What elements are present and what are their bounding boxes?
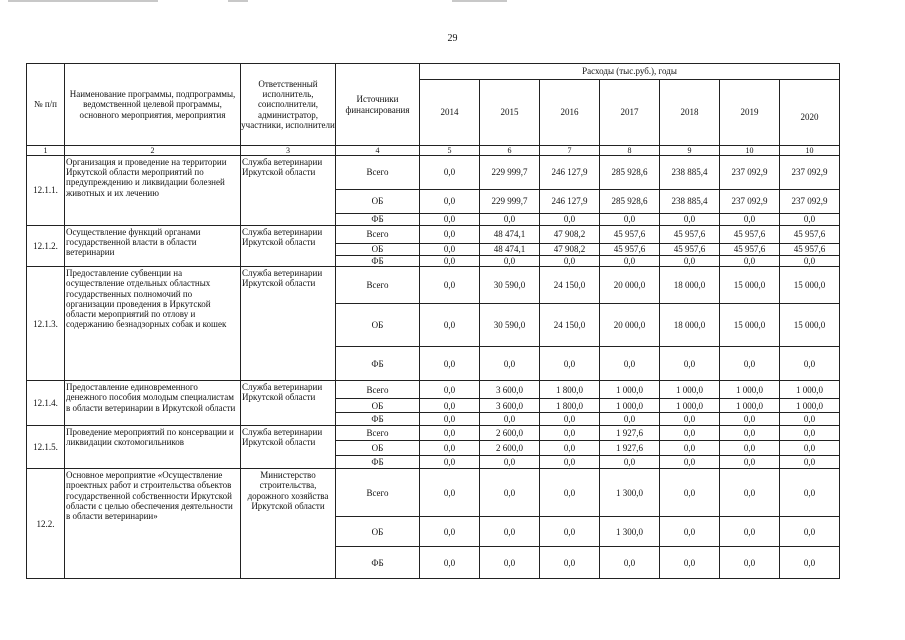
expense-value: 0,0 — [480, 214, 540, 226]
expense-value: 0,0 — [660, 413, 720, 426]
table-row — [27, 381, 840, 399]
expense-value: 0,0 — [780, 547, 840, 579]
header-year: 2020 — [780, 80, 840, 146]
expense-value: 45 957,6 — [600, 226, 660, 244]
expense-value: 1 927,6 — [600, 426, 660, 441]
funding-source: Всего — [336, 381, 420, 399]
expense-value: 0,0 — [420, 267, 480, 304]
item-responsible: Служба ветеринарии Иркутской области — [241, 156, 336, 226]
item-responsible: Служба ветеринарии Иркутской области — [241, 426, 336, 469]
table-row — [27, 426, 840, 441]
expense-value: 0,0 — [600, 214, 660, 226]
item-responsible: Служба ветеринарии Иркутской области — [241, 267, 336, 381]
expense-value: 45 957,6 — [660, 226, 720, 244]
expense-value: 24 150,0 — [540, 267, 600, 304]
expense-value: 0,0 — [420, 244, 480, 256]
scan-artifact — [228, 0, 248, 2]
item-number: 12.1.4. — [27, 381, 65, 426]
column-number: 2 — [65, 146, 241, 156]
expense-value: 0,0 — [420, 304, 480, 347]
expense-value: 1 000,0 — [720, 381, 780, 399]
expense-value: 15 000,0 — [720, 267, 780, 304]
expense-value: 0,0 — [420, 517, 480, 547]
budget-table — [26, 63, 840, 579]
funding-source: ФБ — [336, 413, 420, 426]
expense-value: 0,0 — [660, 347, 720, 381]
expense-value: 0,0 — [420, 469, 480, 517]
expense-value: 0,0 — [780, 469, 840, 517]
funding-source: ОБ — [336, 190, 420, 214]
expense-value: 0,0 — [660, 441, 720, 456]
expense-value: 0,0 — [540, 256, 600, 267]
expense-value: 1 000,0 — [600, 399, 660, 413]
item-name: Основное мероприятие «Осуществление проектных работ и строительства объектов государственной собственности Иркутской области с целью обеспечения деятельности в области ветеринарии» — [65, 469, 241, 579]
expense-value: 3 600,0 — [480, 399, 540, 413]
expense-value: 0,0 — [480, 347, 540, 381]
expense-value: 0,0 — [720, 426, 780, 441]
expense-value: 0,0 — [780, 426, 840, 441]
expense-value: 0,0 — [660, 547, 720, 579]
item-number: 12.1.3. — [27, 267, 65, 381]
funding-source: Всего — [336, 156, 420, 190]
expense-value: 1 000,0 — [720, 399, 780, 413]
expense-value: 0,0 — [420, 399, 480, 413]
expense-value: 0,0 — [720, 413, 780, 426]
expense-value: 15 000,0 — [720, 304, 780, 347]
table-row — [27, 267, 840, 304]
expense-value: 45 957,6 — [600, 244, 660, 256]
expense-value: 0,0 — [420, 256, 480, 267]
expense-value: 246 127,9 — [540, 190, 600, 214]
item-number: 12.1.5. — [27, 426, 65, 469]
header-year: 2019 — [720, 80, 780, 146]
expense-value: 1 300,0 — [600, 517, 660, 547]
expense-value: 0,0 — [420, 226, 480, 244]
expense-value: 0,0 — [540, 413, 600, 426]
header-year: 2016 — [540, 80, 600, 146]
expense-value: 237 092,9 — [780, 156, 840, 190]
expense-value: 24 150,0 — [540, 304, 600, 347]
funding-source: Всего — [336, 267, 420, 304]
expense-value: 0,0 — [780, 456, 840, 469]
item-name: Предоставление субвенции на осуществление отдельных областных государственных полномочий по организации проведения в Иркутской области мероприятий по отлову и содержанию безнадзорных собак и кошек — [65, 267, 241, 381]
funding-source: Всего — [336, 426, 420, 441]
expense-value: 1 000,0 — [600, 381, 660, 399]
expense-value: 0,0 — [480, 517, 540, 547]
expense-value: 0,0 — [780, 214, 840, 226]
expense-value: 18 000,0 — [660, 267, 720, 304]
expense-value: 237 092,9 — [720, 190, 780, 214]
expense-value: 0,0 — [600, 413, 660, 426]
expense-value: 0,0 — [780, 441, 840, 456]
expense-value: 0,0 — [480, 456, 540, 469]
column-number: 4 — [336, 146, 420, 156]
expense-value: 15 000,0 — [780, 304, 840, 347]
expense-value: 0,0 — [420, 456, 480, 469]
expense-value: 0,0 — [540, 469, 600, 517]
expense-value: 0,0 — [540, 517, 600, 547]
expense-value: 0,0 — [540, 547, 600, 579]
table-row — [27, 469, 840, 517]
column-number: 7 — [540, 146, 600, 156]
expense-value: 1 927,6 — [600, 441, 660, 456]
expense-value: 45 957,6 — [780, 226, 840, 244]
funding-source: ОБ — [336, 399, 420, 413]
scan-artifact — [452, 0, 507, 2]
expense-value: 0,0 — [660, 256, 720, 267]
funding-source: ОБ — [336, 244, 420, 256]
expense-value: 1 000,0 — [780, 399, 840, 413]
expense-value: 2 600,0 — [480, 441, 540, 456]
expense-value: 0,0 — [780, 413, 840, 426]
expense-value: 0,0 — [780, 256, 840, 267]
header-expenses: Расходы (тыс.руб.), годы — [420, 64, 840, 80]
expense-value: 285 928,6 — [600, 190, 660, 214]
column-number: 3 — [241, 146, 336, 156]
item-responsible: Служба ветеринарии Иркутской области — [241, 226, 336, 267]
expense-value: 1 000,0 — [660, 399, 720, 413]
column-number: 10 — [720, 146, 780, 156]
expense-value: 0,0 — [720, 214, 780, 226]
expense-value: 0,0 — [540, 347, 600, 381]
expense-value: 0,0 — [720, 441, 780, 456]
expense-value: 0,0 — [720, 469, 780, 517]
expense-value: 229 999,7 — [480, 190, 540, 214]
expense-value: 0,0 — [420, 190, 480, 214]
expense-value: 3 600,0 — [480, 381, 540, 399]
column-number: 1 — [27, 146, 65, 156]
header-year: 2015 — [480, 80, 540, 146]
funding-source: ОБ — [336, 517, 420, 547]
expense-value: 0,0 — [540, 426, 600, 441]
item-number: 12.1.2. — [27, 226, 65, 267]
expense-value: 48 474,1 — [480, 226, 540, 244]
expense-value: 0,0 — [480, 469, 540, 517]
funding-source: ОБ — [336, 441, 420, 456]
expense-value: 1 000,0 — [780, 381, 840, 399]
expense-value: 0,0 — [420, 214, 480, 226]
expense-value: 1 800,0 — [540, 399, 600, 413]
expense-value: 246 127,9 — [540, 156, 600, 190]
expense-value: 238 885,4 — [660, 190, 720, 214]
expense-value: 0,0 — [660, 214, 720, 226]
expense-value: 0,0 — [720, 347, 780, 381]
funding-source: ФБ — [336, 547, 420, 579]
expense-value: 238 885,4 — [660, 156, 720, 190]
item-number: 12.2. — [27, 469, 65, 579]
expense-value: 47 908,2 — [540, 226, 600, 244]
funding-source: ФБ — [336, 347, 420, 381]
expense-value: 20 000,0 — [600, 304, 660, 347]
funding-source: ФБ — [336, 456, 420, 469]
item-number: 12.1.1. — [27, 156, 65, 226]
expense-value: 0,0 — [420, 426, 480, 441]
item-responsible: Служба ветеринарии Иркутской области — [241, 381, 336, 426]
item-name: Проведение мероприятий по консервации и ликвидации скотомогильников — [65, 426, 241, 469]
expense-value: 0,0 — [420, 156, 480, 190]
expense-value: 0,0 — [540, 441, 600, 456]
column-number: 5 — [420, 146, 480, 156]
header-no: № п/п — [27, 64, 65, 146]
expense-value: 1 300,0 — [600, 469, 660, 517]
expense-value: 0,0 — [600, 347, 660, 381]
item-name: Предоставление единовременного денежного пособия молодым специалистам в области ветеринарии в Иркутской области — [65, 381, 241, 426]
funding-source: Всего — [336, 469, 420, 517]
header-year: 2018 — [660, 80, 720, 146]
header-year: 2017 — [600, 80, 660, 146]
expense-value: 0,0 — [660, 456, 720, 469]
column-number: 6 — [480, 146, 540, 156]
funding-source: ОБ — [336, 304, 420, 347]
expense-value: 47 908,2 — [540, 244, 600, 256]
expense-value: 0,0 — [660, 469, 720, 517]
header-name: Наименование программы, подпрограммы, ведомственной целевой программы, основного мероприятия, мероприятия — [65, 64, 241, 146]
expense-value: 0,0 — [480, 547, 540, 579]
table-row — [27, 226, 840, 244]
scan-artifact — [8, 0, 158, 2]
expense-value: 237 092,9 — [780, 190, 840, 214]
expense-value: 1 000,0 — [660, 381, 720, 399]
expense-value: 0,0 — [420, 441, 480, 456]
expense-value: 0,0 — [540, 456, 600, 469]
expense-value: 2 600,0 — [480, 426, 540, 441]
expense-value: 0,0 — [720, 456, 780, 469]
expense-value: 0,0 — [720, 547, 780, 579]
funding-source: ФБ — [336, 214, 420, 226]
expense-value: 15 000,0 — [780, 267, 840, 304]
expense-value: 0,0 — [420, 381, 480, 399]
column-number: 9 — [660, 146, 720, 156]
expense-value: 0,0 — [420, 413, 480, 426]
expense-value: 0,0 — [420, 547, 480, 579]
item-name: Осуществление функций органами государственной власти в области ветеринарии — [65, 226, 241, 267]
expense-value: 20 000,0 — [600, 267, 660, 304]
header-year: 2014 — [420, 80, 480, 146]
expense-value: 0,0 — [420, 347, 480, 381]
column-number: 8 — [600, 146, 660, 156]
expense-value: 45 957,6 — [780, 244, 840, 256]
expense-value: 0,0 — [480, 256, 540, 267]
header-responsible: Ответственный исполнитель, соисполнители, администратор, участники, исполнители — [241, 64, 336, 146]
expense-value: 0,0 — [720, 256, 780, 267]
column-number: 10 — [780, 146, 840, 156]
expense-value: 0,0 — [480, 413, 540, 426]
expense-value: 0,0 — [600, 256, 660, 267]
item-responsible: Министерство строительства, дорожного хозяйства Иркутской области — [241, 469, 336, 579]
expense-value: 0,0 — [780, 517, 840, 547]
expense-value: 0,0 — [720, 517, 780, 547]
expense-value: 0,0 — [600, 547, 660, 579]
expense-value: 237 092,9 — [720, 156, 780, 190]
header-sources: Источники финансирования — [336, 64, 420, 146]
expense-value: 1 800,0 — [540, 381, 600, 399]
expense-value: 48 474,1 — [480, 244, 540, 256]
expense-value: 285 928,6 — [600, 156, 660, 190]
expense-value: 0,0 — [660, 426, 720, 441]
expense-value: 0,0 — [660, 517, 720, 547]
expense-value: 30 590,0 — [480, 304, 540, 347]
expense-value: 0,0 — [540, 214, 600, 226]
expense-value: 0,0 — [780, 347, 840, 381]
funding-source: Всего — [336, 226, 420, 244]
expense-value: 30 590,0 — [480, 267, 540, 304]
expense-value: 45 957,6 — [720, 244, 780, 256]
table-row — [27, 156, 840, 190]
expense-value: 18 000,0 — [660, 304, 720, 347]
expense-value: 0,0 — [600, 456, 660, 469]
expense-value: 229 999,7 — [480, 156, 540, 190]
expense-value: 45 957,6 — [660, 244, 720, 256]
item-name: Организация и проведение на территории Иркутской области мероприятий по предупреждению и ликвидации болезней животных и их лечению — [65, 156, 241, 226]
funding-source: ФБ — [336, 256, 420, 267]
expense-value: 45 957,6 — [720, 226, 780, 244]
page-number: 29 — [447, 33, 458, 44]
